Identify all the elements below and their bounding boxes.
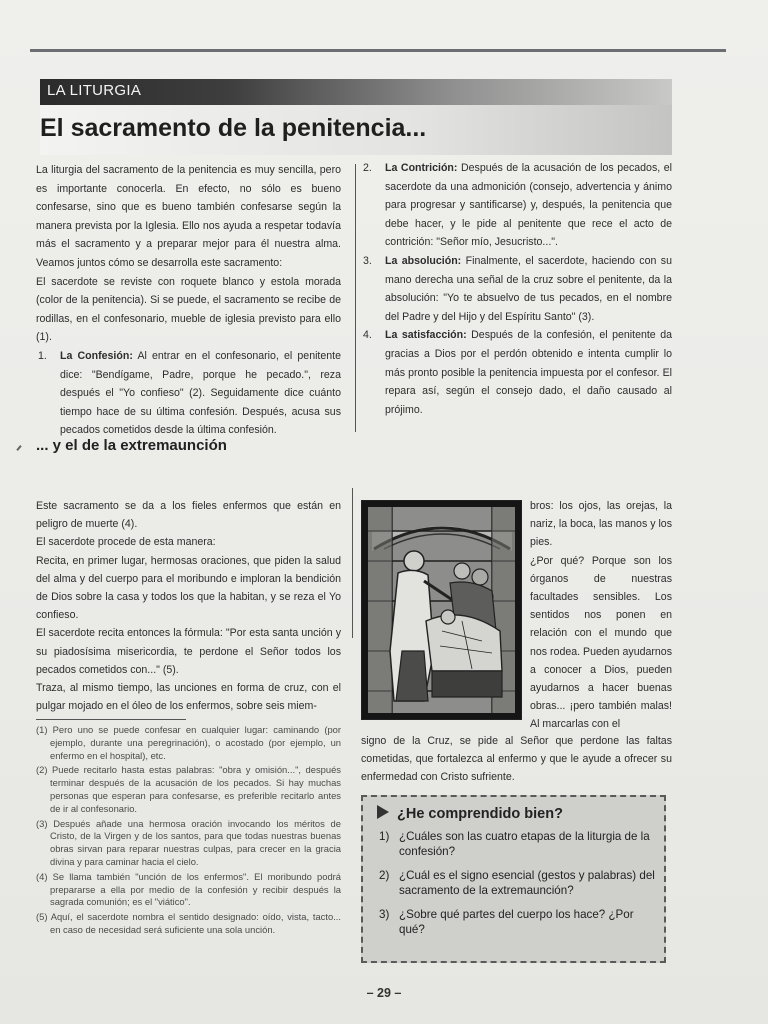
step-confesion [36, 347, 341, 440]
column-divider-lower [352, 488, 353, 638]
quiz-question [377, 869, 657, 898]
section-label: LA LITURGIA [47, 82, 142, 99]
extremauncion-bottom-wrap [361, 732, 672, 787]
footnote: (1) Pero uno se puede confesar en cualquier lugar: caminando (por ejemplo, durante una peregrinación), o acostado (por ejemplo, un enfermo en el hospital), etc. [36, 724, 341, 761]
extremauncion-bottom-paragraph: signo de la Cruz, se pide al Señor que perdone las faltas cometidas, que fortalezca al enfermo y que le ayude a ofrecer su enfermedad con Cristo sufriente. [361, 735, 672, 784]
extremauncion-right-paragraph: ¿Por qué? Porque son los órganos de nuestras facultades sensibles. Los sentidos nos ponen en relación con el mundo que nos rodea. Pueden ayudarnos a conocer a Dios, pueden ayudarnos a hacer buenas obras... ¡pero también malas! Al marcarlas con el [530, 554, 672, 731]
extremauncion-left-column [36, 497, 341, 715]
step-term: La Contrición: [385, 162, 458, 174]
footnote: (5) Aquí, el sacerdote nombra el sentido designado: oído, vista, tacto... en caso de necesidad será suficiente una sola unción. [36, 911, 341, 935]
question-number: 1) [379, 830, 390, 843]
step-text: Después de la confesión, el penitente da gracias a Dios por el perdón obtenido e intenta cumplir lo más pronto posible la penitencia impuesta por el confesor. El repara así, según el consejo dado, el daño causado al prójimo. [385, 329, 672, 416]
step-term: La satisfacción: [385, 329, 467, 342]
quiz-question [377, 908, 657, 937]
quiz-question [377, 830, 657, 859]
step-text: Al entrar en el confesonario, el penitente dice: "Bendígame, Padre, porque he pecado.", reza después el "Yo confieso" (2). Seguidamente dice cuánto tiempo hace de su última confesión. Después, acusa sus pecados cometidos desde la última confesión. [60, 349, 341, 437]
quiz-box [361, 795, 666, 963]
stained-glass-image [362, 501, 521, 719]
penitencia-right-column [361, 159, 672, 419]
step-term: La Confesión: [60, 349, 133, 362]
step-contricion [361, 159, 672, 252]
step-absolucion [361, 252, 672, 326]
top-divider [30, 49, 726, 52]
quiz-title: ¿He comprendido bien? [397, 806, 563, 822]
step-satisfaccion [361, 326, 672, 419]
extremauncion-paragraph: Recita, en primer lugar, hermosas oraciones, que piden la salud del alma y del cuerpo para el moribundo e imploran la bendición de Dios sobre la casa y todos los que la habitan, y se reza el Yo confieso. [36, 554, 341, 622]
question-number: 2) [379, 869, 390, 883]
margin-mark [16, 445, 21, 451]
extremauncion-paragraph: Este sacramento se da a los fieles enfermos que están en peligro de muerte (4). [36, 500, 341, 531]
stained-glass-illustration [361, 500, 522, 720]
extremauncion-title: ... y el de la extremaunción [36, 437, 227, 454]
extremauncion-paragraph: Traza, al mismo tiempo, las unciones en forma de cruz, con el pulgar mojado en el óleo de los enfermos, sobre seis miem- [36, 682, 341, 713]
step-text: Finalmente, el sacerdote, haciendo con su mano derecha una señal de la cruz sobre el penitente, da la absolución: "Yo te absuelvo de tus pecados, en el nombre del Padre y del Hijo y del Espíritu Santo" (3). [385, 254, 672, 323]
play-triangle-icon [377, 805, 389, 819]
page-number: – 29 – [366, 986, 402, 1000]
penitencia-left-column [36, 161, 341, 440]
question-text: ¿Cuáles son las cuatro etapas de la liturgia de la confesión? [399, 830, 650, 858]
question-text: ¿Sobre qué partes del cuerpo los hace? ¿Por qué? [399, 908, 634, 936]
footnote-rule [36, 719, 186, 720]
question-text: ¿Cuál es el signo esencial (gestos y palabras) del sacramento de la extremaunción? [399, 869, 655, 897]
step-term: La absolución: [385, 254, 462, 267]
footnote: (3) Después añade una hermosa oración invocando los méritos de Cristo, de la Virgen y de los santos, para que todas nuestras buenas obras sirvan para reparar nuestras culpas, para crecer en la gracia divina y para caminar hacia el cielo. [36, 817, 341, 867]
step-number: 1. [38, 349, 47, 362]
vestment-paragraph: El sacerdote se reviste con roquete blanco y estola morada (color de la penitencia). Si se puede, el sacramento se recibe de rodillas, en el confesonario, mueble de iglesia previsto para ello (1). [36, 275, 341, 344]
section-banner [40, 79, 672, 105]
steps-list-left [36, 347, 341, 440]
extremauncion-right-paragraph: bros: los ojos, las orejas, la nariz, la boca, las manos y los pies. [530, 500, 672, 549]
extremauncion-right-wrap [530, 497, 672, 734]
quiz-questions [377, 830, 657, 948]
steps-list-right [361, 159, 672, 419]
footnote: (2) Puede recitarlo hasta estas palabras: "obra y omisión...", después terminar después de la acusación de los pecados. Si hay muchas personas que esperan para confesarse, es preferible recitarlo antes de ir al confesonario. [36, 764, 341, 814]
extremauncion-paragraph: El sacerdote recita entonces la fórmula: "Por esta santa unción y su piadosísima misericordia, te perdone el Señor todos los pecados cometidos con..." (5). [36, 627, 341, 676]
question-number: 3) [379, 908, 390, 922]
extremauncion-paragraph: El sacerdote procede de esta manera: [36, 536, 216, 549]
column-divider [355, 164, 356, 432]
intro-paragraph: La liturgia del sacramento de la penitencia es muy sencilla, pero es importante conocerla. En efecto, no sólo es bueno confesarse, sino que es bueno también confesarse según la manera prevista por la Iglesia. Ello nos ayuda a respetar todavía más el sacramento y a preparar mejor para él nuestra alma. Veamos juntos cómo se desarrolla este sacramento: [36, 164, 341, 269]
step-number: 2. [363, 162, 372, 174]
step-text: Después de la acusación de los pecados, el sacerdote da una admonición (consejo, advertencia y ánimo para progresar y santificarse) y, después, la penitencia que debe hacer, y le pide al penitente que rece el acto de contrición: "Señor mío, Jesucristo...". [385, 162, 672, 249]
footnote: (4) Se llama también "unción de los enfermos". El moribundo podrá prepararse a ella por medio de la confesión y recibir después la sagrada comunión; es el "viático". [36, 870, 341, 908]
footnotes [36, 724, 341, 939]
quiz-header [377, 805, 563, 822]
step-number: 3. [363, 254, 372, 267]
page-title: El sacramento de la penitencia... [40, 114, 427, 142]
step-number: 4. [363, 329, 372, 342]
